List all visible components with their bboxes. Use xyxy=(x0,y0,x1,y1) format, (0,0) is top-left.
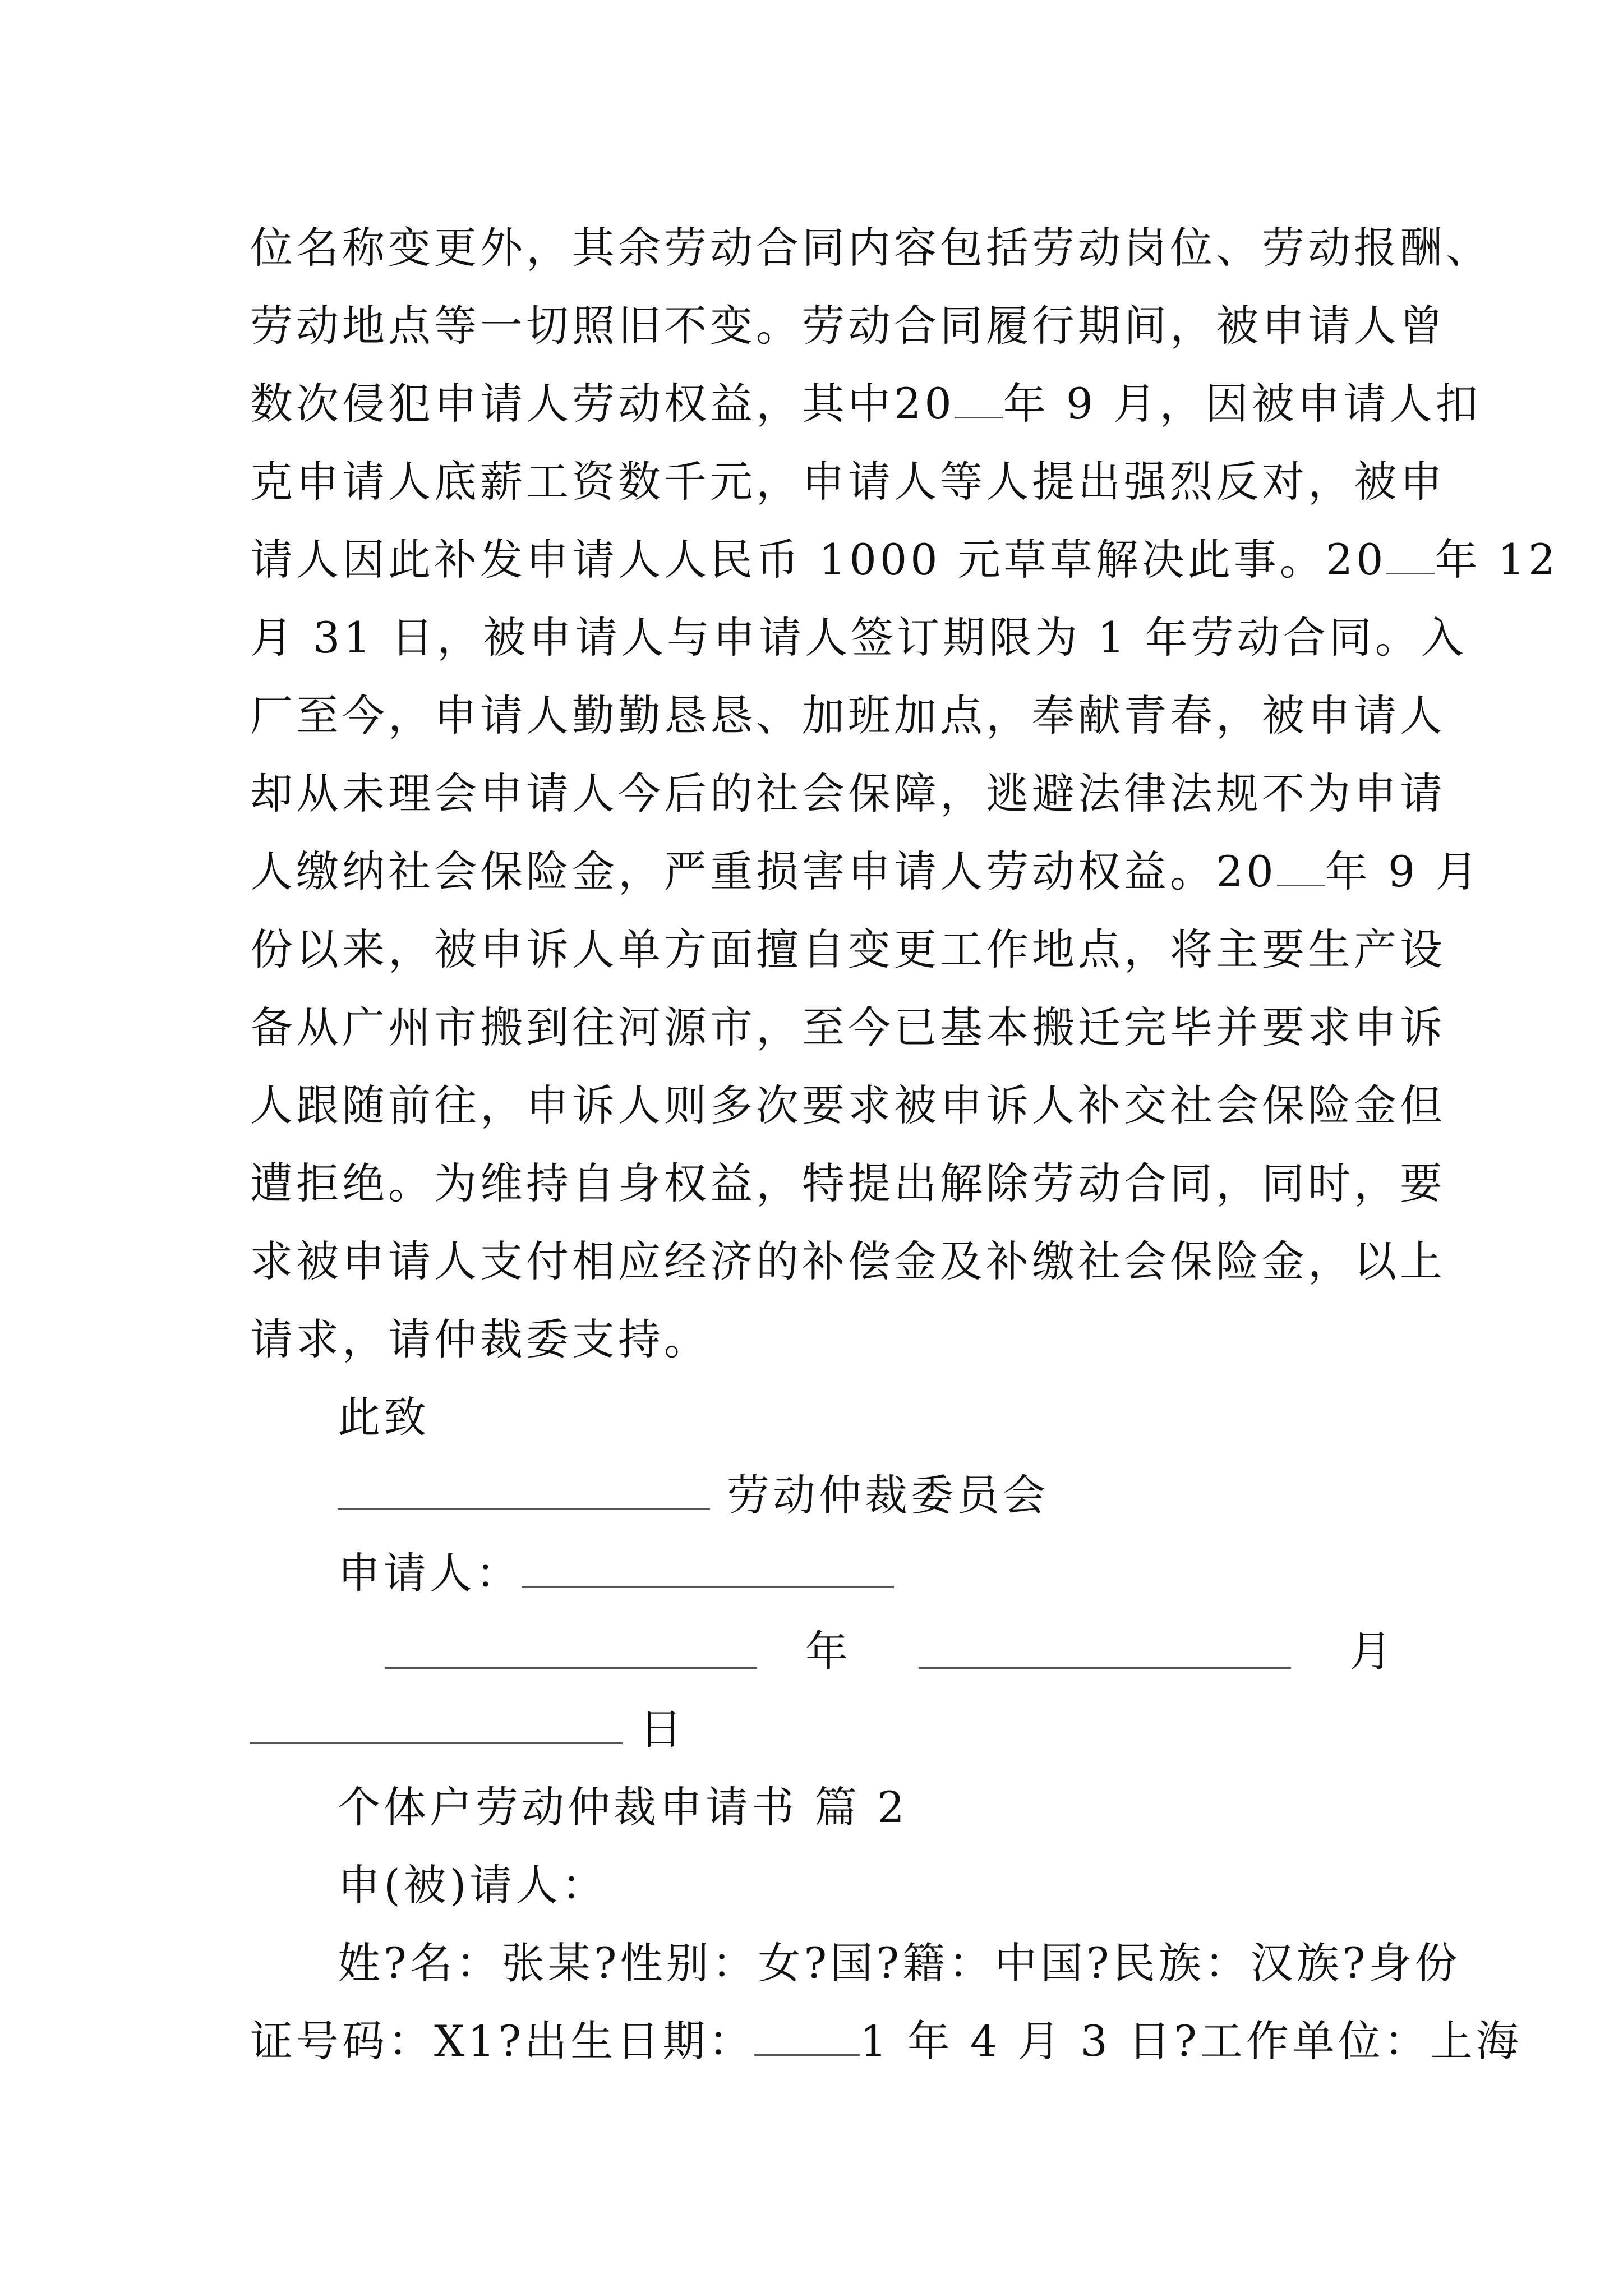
document-body xyxy=(250,209,1559,2080)
date-year-label: 年 xyxy=(805,1626,851,1676)
paragraph-text: 年 12 xyxy=(1435,535,1559,585)
paragraph-text: 年 9 月，因被申请人扣 xyxy=(1003,379,1482,429)
info-line xyxy=(250,2002,1522,2080)
party-label: 申(被)请人： xyxy=(338,1860,608,1910)
paragraph-text: 年 9 月 xyxy=(1325,846,1482,896)
applicant-blank xyxy=(522,1552,894,1588)
paragraph-line: 人跟随前往，申诉人则多次要求被申诉人补交社会保险金但 xyxy=(250,1080,1446,1130)
paragraph-line xyxy=(250,521,1559,599)
committee-blank xyxy=(338,1474,710,1510)
paragraph-line: 请求，请仲裁委支持。 xyxy=(250,1314,710,1364)
paragraph-text: 数次侵犯申请人劳动权益，其中 xyxy=(250,379,894,429)
paragraph-line: 厂至今，申请人勤勤恳恳、加班加点，奉献青春，被申请人 xyxy=(250,691,1446,740)
applicant-line xyxy=(250,1534,1394,1612)
month-blank xyxy=(919,1632,1291,1669)
committee-name: 劳动仲裁委员会 xyxy=(727,1470,1049,1520)
year-blank xyxy=(1277,850,1325,886)
info-text: 1 年 4 月 3 日?工作单位：上海 xyxy=(860,2016,1522,2066)
paragraph-line: 份以来，被申诉人单方面擅自变更工作地点，将主要生产设 xyxy=(250,924,1446,974)
paragraph-line: 克申请人底薪工资数千元，申请人等人提出强烈反对，被申 xyxy=(250,457,1446,507)
section-title: 个体户劳动仲裁申请书 篇 2 xyxy=(338,1782,908,1832)
year-blank xyxy=(385,1632,757,1669)
paragraph-line: 月 31 日，被申请人与申请人签订期限为 1 年劳动合同。入 xyxy=(250,613,1467,662)
info-line: 姓?名：张某?性别：女?国?籍：中国?民族：汉族?身份 xyxy=(338,1938,1461,1988)
info-text: 证号码：X1?出生日期： xyxy=(250,2016,755,2066)
date-day-line xyxy=(250,1690,1394,1768)
date-day-label: 日 xyxy=(639,1704,686,1754)
paragraph-line xyxy=(250,832,1482,910)
day-blank xyxy=(250,1708,623,1744)
closing-salutation: 此致 xyxy=(338,1392,430,1442)
year-prefix: 20 xyxy=(894,379,955,429)
paragraph-text: 请人因此补发申请人人民币 1000 元草草解决此事。20 xyxy=(250,535,1387,585)
paragraph-line: 备从广州市搬到往河源市，至今已基本搬迁完毕并要求申诉 xyxy=(250,1002,1446,1052)
applicant-label: 申请人： xyxy=(338,1548,522,1598)
year-blank xyxy=(955,382,1003,418)
paragraph-line: 位名称变更外，其余劳动合同内容包括劳动岗位、劳动报酬、 xyxy=(250,223,1492,273)
date-month-label: 月 xyxy=(1349,1626,1395,1676)
paragraph-line: 劳动地点等一切照旧不变。劳动合同履行期间，被申请人曾 xyxy=(250,301,1446,351)
paragraph-line xyxy=(250,365,1482,443)
date-line xyxy=(250,1612,1394,1690)
paragraph-line: 求被申请人支付相应经济的补偿金及补缴社会保险金，以上 xyxy=(250,1236,1446,1286)
paragraph-text: 人缴纳社会保险金，严重损害申请人劳动权益。20 xyxy=(250,846,1277,896)
paragraph-line: 遭拒绝。为维持自身权益，特提出解除劳动合同，同时，要 xyxy=(250,1158,1446,1208)
paragraph-line: 却从未理会申请人今后的社会保障，逃避法律法规不为申请 xyxy=(250,769,1446,818)
year-blank xyxy=(1386,538,1435,574)
birth-year-blank xyxy=(754,2019,860,2056)
committee-line xyxy=(250,1456,1394,1534)
